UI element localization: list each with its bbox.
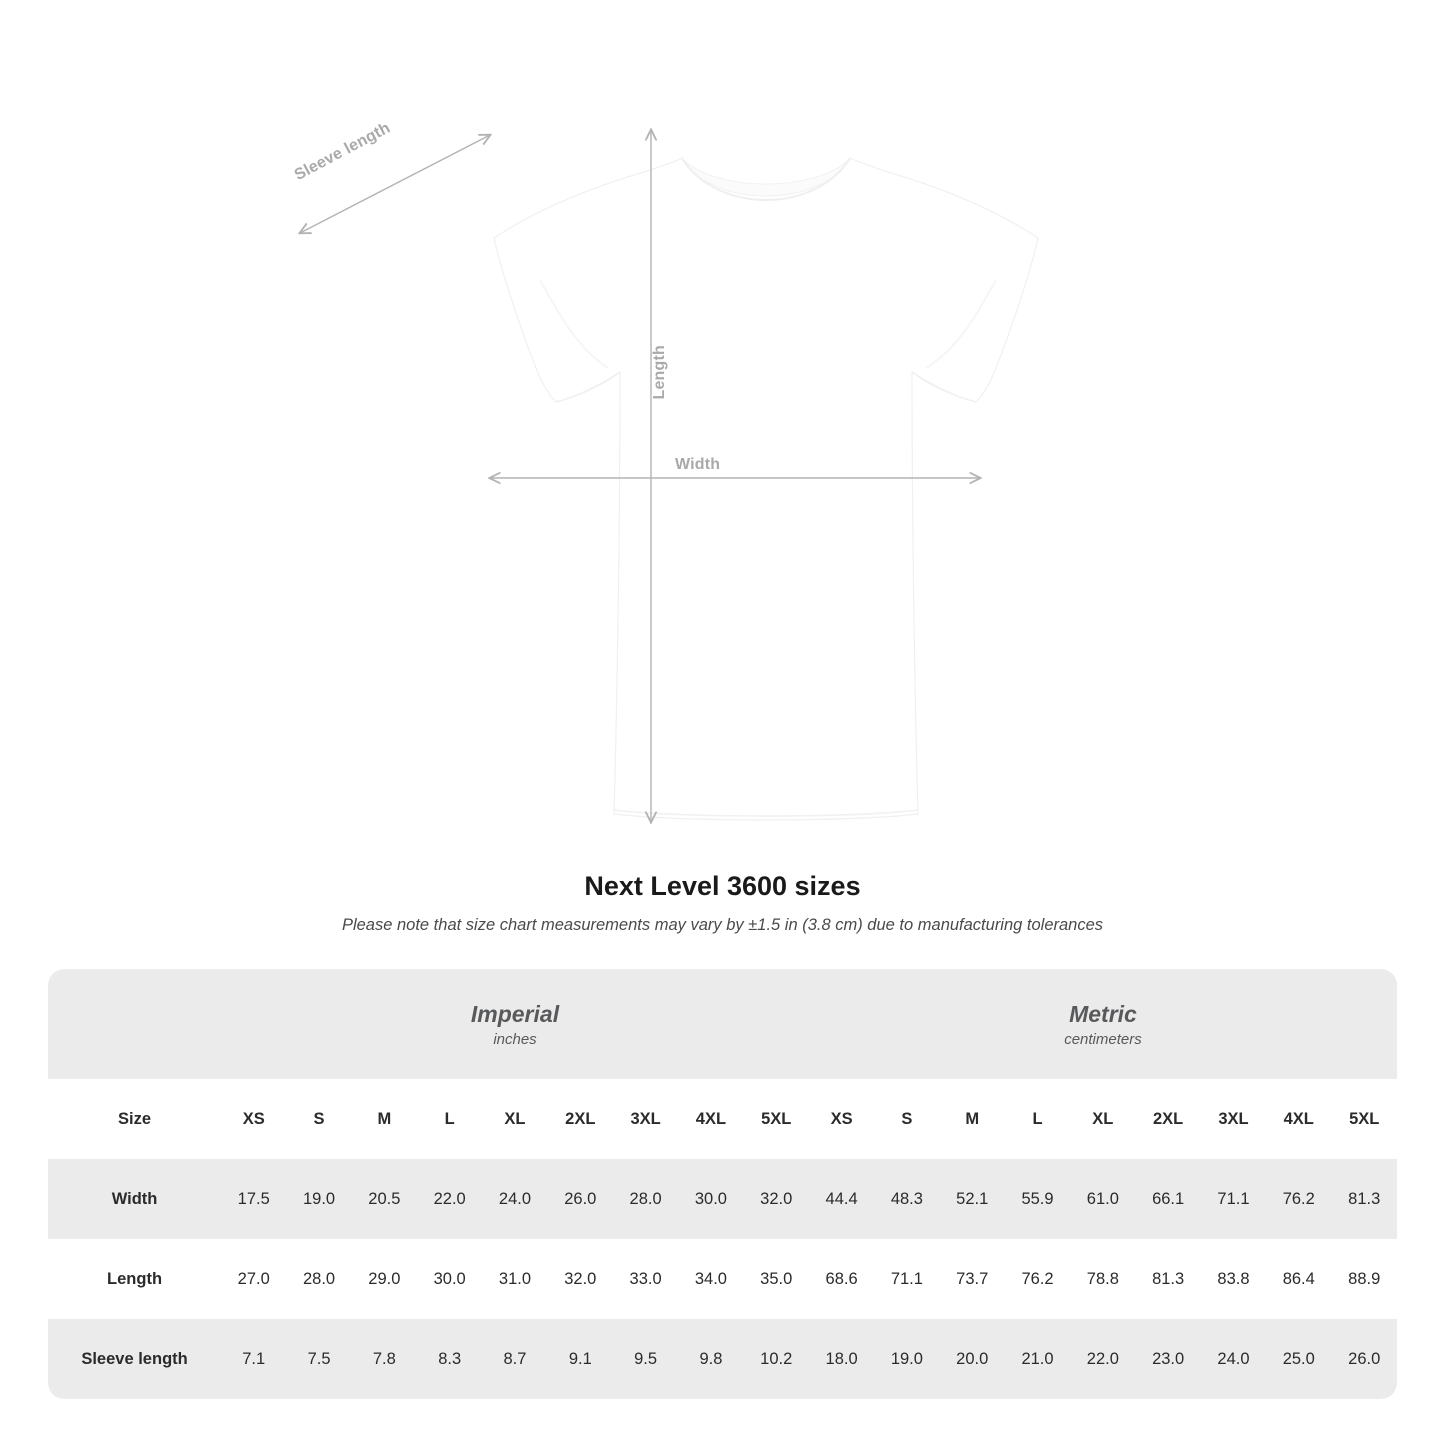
cell-width-metric-5xl: 81.3 <box>1331 1159 1397 1239</box>
cell-length-metric-l: 76.2 <box>1005 1239 1070 1319</box>
cell-sleeve-metric-5xl: 26.0 <box>1331 1319 1397 1399</box>
cell-sleeve-metric-xl: 22.0 <box>1070 1319 1135 1399</box>
cell-width-imperial-xl: 24.0 <box>482 1159 547 1239</box>
imperial-unit: inches <box>493 1031 537 1049</box>
cell-width-metric-m: 52.1 <box>940 1159 1005 1239</box>
cell-width-imperial-5xl: 32.0 <box>744 1159 809 1239</box>
cell-length-imperial-5xl: 35.0 <box>744 1239 809 1319</box>
cell-width-metric-4xl: 76.2 <box>1266 1159 1331 1239</box>
title-block <box>0 871 1445 935</box>
cell-length-metric-xl: 78.8 <box>1070 1239 1135 1319</box>
cell-sleeve-metric-s: 19.0 <box>874 1319 939 1399</box>
cell-sleeve-imperial-s: 7.5 <box>286 1319 351 1399</box>
size-col-metric-2xl: 2XL <box>1135 1079 1200 1159</box>
cell-width-imperial-s: 19.0 <box>286 1159 351 1239</box>
cell-sleeve-metric-m: 20.0 <box>940 1319 1005 1399</box>
tolerance-note: Please note that size chart measurements may vary by ±1.5 in (3.8 cm) due to manufacturing tolerances <box>341 916 1104 934</box>
size-col-metric-s: S <box>874 1079 939 1159</box>
cell-width-imperial-4xl: 30.0 <box>678 1159 743 1239</box>
cell-sleeve-imperial-xs: 7.1 <box>221 1319 286 1399</box>
row-label-width: Width <box>48 1159 221 1239</box>
cell-length-imperial-2xl: 32.0 <box>548 1239 613 1319</box>
unit-system-spacer <box>48 969 221 1079</box>
cell-length-imperial-3xl: 33.0 <box>613 1239 678 1319</box>
cell-sleeve-imperial-3xl: 9.5 <box>613 1319 678 1399</box>
table-row <box>48 1159 1397 1239</box>
sleeve-length-dimension-label: Sleeve length <box>291 119 394 185</box>
metric-system-header <box>809 969 1397 1079</box>
imperial-system-header <box>221 969 809 1079</box>
size-col-metric-xl: XL <box>1070 1079 1135 1159</box>
size-col-metric-3xl: 3XL <box>1201 1079 1266 1159</box>
cell-sleeve-imperial-l: 8.3 <box>417 1319 482 1399</box>
width-dimension-label: Width <box>675 456 721 473</box>
cell-width-imperial-xs: 17.5 <box>221 1159 286 1239</box>
size-header-row <box>48 1079 1397 1159</box>
metric-label: Metric <box>1069 1000 1137 1027</box>
size-col-metric-l: L <box>1005 1079 1070 1159</box>
size-col-imperial-xs: XS <box>221 1079 286 1159</box>
size-col-imperial-2xl: 2XL <box>548 1079 613 1159</box>
cell-length-metric-m: 73.7 <box>940 1239 1005 1319</box>
cell-sleeve-imperial-xl: 8.7 <box>482 1319 547 1399</box>
size-table-container <box>48 969 1397 1399</box>
cell-width-metric-xl: 61.0 <box>1070 1159 1135 1239</box>
size-col-metric-xs: XS <box>809 1079 874 1159</box>
cell-length-imperial-xl: 31.0 <box>482 1239 547 1319</box>
cell-length-metric-xs: 68.6 <box>809 1239 874 1319</box>
size-col-imperial-5xl: 5XL <box>744 1079 809 1159</box>
cell-length-metric-2xl: 81.3 <box>1135 1239 1200 1319</box>
size-col-imperial-xl: XL <box>482 1079 547 1159</box>
cell-length-imperial-xs: 27.0 <box>221 1239 286 1319</box>
row-label-sleeve-length: Sleeve length <box>48 1319 221 1399</box>
size-col-imperial-3xl: 3XL <box>613 1079 678 1159</box>
size-header-cell: Size <box>48 1079 221 1159</box>
cell-width-metric-2xl: 66.1 <box>1135 1159 1200 1239</box>
table-row <box>48 1319 1397 1399</box>
cell-length-metric-s: 71.1 <box>874 1239 939 1319</box>
cell-sleeve-imperial-4xl: 9.8 <box>678 1319 743 1399</box>
cell-width-metric-l: 55.9 <box>1005 1159 1070 1239</box>
cell-sleeve-metric-2xl: 23.0 <box>1135 1319 1200 1399</box>
row-label-length: Length <box>48 1239 221 1319</box>
page-title: Next Level 3600 sizes <box>584 871 861 901</box>
cell-length-imperial-4xl: 34.0 <box>678 1239 743 1319</box>
size-col-metric-5xl: 5XL <box>1331 1079 1397 1159</box>
cell-length-imperial-m: 29.0 <box>352 1239 417 1319</box>
size-table <box>48 969 1397 1399</box>
cell-sleeve-imperial-2xl: 9.1 <box>548 1319 613 1399</box>
unit-system-row <box>48 969 1397 1079</box>
cell-sleeve-metric-xs: 18.0 <box>809 1319 874 1399</box>
cell-sleeve-imperial-5xl: 10.2 <box>744 1319 809 1399</box>
metric-unit: centimeters <box>1064 1031 1142 1049</box>
cell-sleeve-imperial-m: 7.8 <box>352 1319 417 1399</box>
size-col-imperial-l: L <box>417 1079 482 1159</box>
imperial-label: Imperial <box>470 1000 560 1027</box>
cell-sleeve-metric-3xl: 24.0 <box>1201 1319 1266 1399</box>
size-col-imperial-m: M <box>352 1079 417 1159</box>
cell-width-imperial-3xl: 28.0 <box>613 1159 678 1239</box>
cell-width-imperial-2xl: 26.0 <box>548 1159 613 1239</box>
cell-length-metric-3xl: 83.8 <box>1201 1239 1266 1319</box>
cell-width-metric-s: 48.3 <box>874 1159 939 1239</box>
table-row <box>48 1239 1397 1319</box>
size-col-imperial-4xl: 4XL <box>678 1079 743 1159</box>
size-col-metric-4xl: 4XL <box>1266 1079 1331 1159</box>
cell-length-imperial-s: 28.0 <box>286 1239 351 1319</box>
cell-length-metric-4xl: 86.4 <box>1266 1239 1331 1319</box>
cell-width-metric-xs: 44.4 <box>809 1159 874 1239</box>
size-col-imperial-s: S <box>286 1079 351 1159</box>
cell-width-imperial-l: 22.0 <box>417 1159 482 1239</box>
size-col-metric-m: M <box>940 1079 1005 1159</box>
cell-width-imperial-m: 20.5 <box>352 1159 417 1239</box>
cell-length-metric-5xl: 88.9 <box>1331 1239 1397 1319</box>
length-dimension-label: Length <box>651 345 668 400</box>
cell-width-metric-3xl: 71.1 <box>1201 1159 1266 1239</box>
cell-sleeve-metric-4xl: 25.0 <box>1266 1319 1331 1399</box>
cell-length-imperial-l: 30.0 <box>417 1239 482 1319</box>
cell-sleeve-metric-l: 21.0 <box>1005 1319 1070 1399</box>
